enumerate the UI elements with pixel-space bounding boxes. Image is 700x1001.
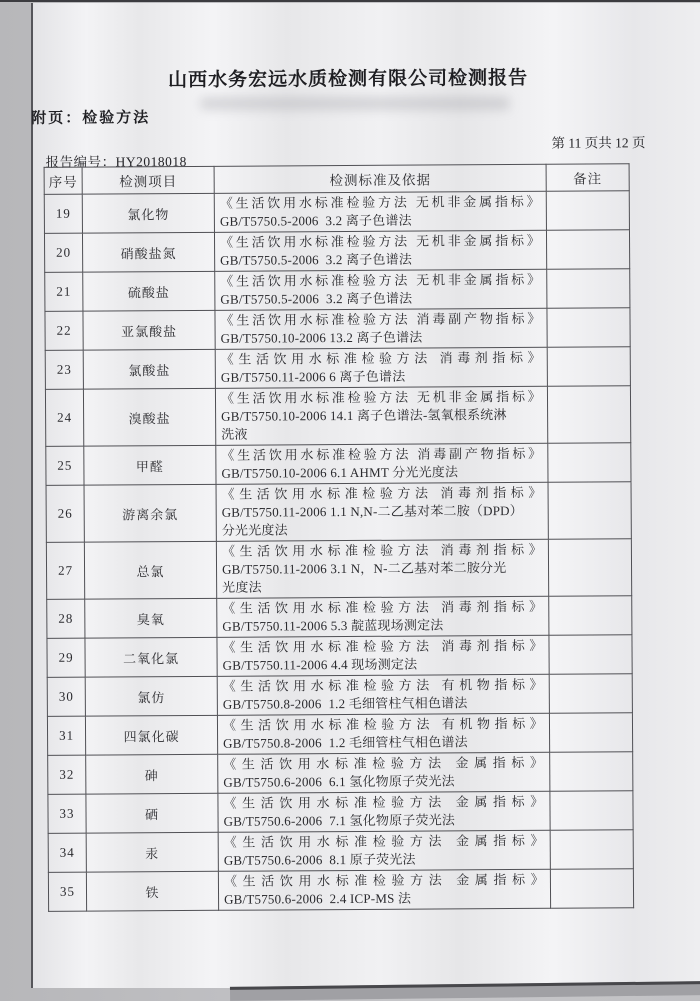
table-row [45, 269, 630, 312]
cell-item: 亚氯酸盐 [83, 310, 215, 350]
cell-item: 游离余氯 [84, 484, 216, 542]
cell-item: 总氯 [84, 541, 216, 599]
cell-item: 硝酸盐氮 [82, 232, 214, 272]
cell-remark [548, 539, 631, 597]
cell-item: 氯化物 [82, 193, 214, 233]
cell-remark [549, 674, 632, 714]
cell-standard [217, 635, 549, 676]
standard-method: GB/T5750.11-2006 3.1 N，N-二乙基对苯二胺分光 光度法 [221, 560, 507, 595]
page-title: 山西水务宏远水质检测有限公司检测报告 [167, 67, 529, 92]
cell-standard [216, 443, 548, 484]
standard-title: 《生活饮用水标准检验方法 消毒剂指标》 [221, 541, 543, 559]
standard-title: 《生活饮用水标准检验方法 无机非金属指标》 [219, 193, 541, 211]
cell-remark [547, 308, 630, 348]
standard-method: GB/T5750.11-2006 4.4 现场测定法 [222, 656, 418, 673]
cell-remark [546, 230, 629, 270]
header-item: 检测项目 [82, 166, 214, 194]
cell-remark [546, 191, 629, 231]
cell-standard [218, 869, 550, 910]
standard-method: GB/T5750.5-2006 3.2 离子色谱法 [219, 212, 412, 229]
cell-standard [217, 596, 549, 637]
table-row [45, 347, 630, 390]
table-row [48, 869, 633, 912]
table-row [48, 791, 633, 834]
methods-table-body [44, 191, 633, 912]
cell-item: 铁 [86, 871, 218, 911]
standard-method: GB/T5750.6-2006 8.1 原子荧光法 [223, 851, 416, 868]
table-row [47, 596, 632, 639]
attachment-subtitle: 附页：检验方法 [31, 109, 151, 127]
cell-remark [547, 269, 630, 309]
cell-item: 溴酸盐 [83, 388, 215, 446]
standard-method: GB/T5750.10-2006 13.2 离子色谱法 [220, 329, 423, 346]
cell-remark [549, 596, 632, 636]
table-row [47, 635, 632, 678]
cell-remark [549, 713, 632, 753]
table-row [48, 830, 633, 873]
cell-no: 34 [48, 833, 86, 872]
table-row [48, 752, 633, 795]
cell-no: 30 [47, 677, 85, 716]
methods-table [44, 163, 635, 912]
cell-no: 26 [46, 485, 84, 542]
table-header-row [44, 164, 629, 195]
cell-item: 二氧化氯 [85, 637, 217, 677]
cell-no: 27 [46, 542, 84, 599]
standard-method: GB/T5750.6-2006 2.4 ICP-MS 法 [224, 890, 412, 907]
cell-item: 四氯化碳 [85, 715, 217, 755]
cell-item: 汞 [86, 832, 218, 872]
standard-method: GB/T5750.10-2006 6.1 AHMT 分光光度法 [221, 464, 459, 481]
cell-item: 甲醛 [84, 445, 216, 485]
standard-title: 《生活饮用水标准检验方法 有机物指标》 [222, 676, 544, 694]
cell-no: 19 [44, 194, 82, 233]
header-standard: 检测标准及依据 [214, 164, 546, 193]
cell-standard [215, 347, 547, 388]
standard-title: 《生活饮用水标准检验方法 有机物指标》 [222, 715, 545, 733]
table-row [45, 386, 630, 447]
cell-standard [217, 713, 549, 754]
cell-standard [215, 308, 547, 349]
cell-standard [218, 830, 550, 871]
cell-item: 臭氧 [85, 598, 217, 638]
standard-title: 《生活饮用水标准检验方法 消毒剂指标》 [222, 637, 544, 655]
report-number-label: 报告编号： [45, 154, 116, 170]
standard-title: 《生活饮用水标准检验方法 消毒副产物指标》 [221, 445, 543, 463]
cell-remark [550, 791, 633, 831]
cell-item: 氯酸盐 [83, 349, 215, 389]
cell-remark [548, 482, 631, 540]
cell-no: 25 [46, 446, 84, 485]
table-row [44, 230, 629, 273]
cell-standard [216, 482, 548, 541]
cell-standard [214, 191, 546, 232]
cell-no: 29 [47, 638, 85, 677]
table-row [47, 713, 632, 756]
cell-no: 32 [48, 755, 86, 794]
standard-method: GB/T5750.11-2006 1.1 N,N-二乙基对苯二胺（DPD） 分光光度法 [221, 502, 523, 538]
cell-item: 硒 [86, 793, 218, 833]
standard-method: GB/T5750.11-2006 5.3 靛蓝现场测定法 [222, 617, 444, 634]
standard-title: 《生活饮用水标准检验方法 无机非金属指标》 [220, 388, 543, 406]
header-no: 序号 [44, 167, 82, 194]
standard-title: 《生活饮用水标准检验方法 无机非金属指标》 [220, 271, 542, 289]
cell-remark [549, 635, 632, 675]
cell-no: 23 [45, 350, 83, 389]
cell-standard [215, 269, 547, 310]
standard-method: GB/T5750.11-2006 6 离子色谱法 [220, 368, 406, 385]
table-row [44, 191, 629, 234]
cell-item: 硫酸盐 [83, 271, 215, 311]
cell-no: 33 [48, 794, 86, 833]
report-number-value: HY2018018 [115, 153, 187, 170]
cell-standard [215, 386, 547, 445]
cell-no: 35 [48, 872, 86, 911]
table-row [45, 308, 630, 351]
standard-title: 《生活饮用水标准检验方法 金属指标》 [223, 871, 545, 889]
standard-title: 《生活饮用水标准检验方法 金属指标》 [223, 832, 545, 850]
cell-remark [548, 443, 631, 483]
standard-title: 《生活饮用水标准检验方法 消毒剂指标》 [221, 484, 543, 502]
cell-no: 22 [45, 311, 83, 350]
standard-method: GB/T5750.5-2006 3.2 离子色谱法 [220, 251, 413, 268]
standard-method: GB/T5750.10-2006 14.1 离子色谱法-氢氧根系统淋 洗液 [221, 407, 507, 442]
table-row [46, 482, 631, 543]
cell-standard [218, 791, 550, 832]
cell-remark [547, 386, 630, 444]
cell-no: 20 [44, 233, 82, 272]
table-row [46, 539, 631, 600]
standard-title: 《生活饮用水标准检验方法 金属指标》 [223, 754, 545, 772]
standard-title: 《生活饮用水标准检验方法 消毒剂指标》 [222, 598, 544, 616]
standard-title: 《生活饮用水标准检验方法 无机非金属指标》 [219, 232, 542, 250]
standard-method: GB/T5750.8-2006 1.2 毛细管柱气相色谱法 [223, 734, 468, 751]
standard-method: GB/T5750.8-2006 1.2 毛细管柱气相色谱法 [222, 695, 468, 712]
standard-method: GB/T5750.6-2006 7.1 氢化物原子荧光法 [223, 812, 456, 829]
page-indicator: 第 11 页共 12 页 [551, 135, 646, 151]
cell-remark [550, 869, 633, 909]
standard-title: 《生活饮用水标准检验方法 消毒副产物指标》 [220, 310, 542, 328]
cell-no: 31 [47, 716, 85, 755]
cell-standard [216, 539, 548, 598]
cell-standard [217, 674, 549, 715]
table-row [46, 443, 631, 486]
cell-standard [214, 230, 546, 271]
header-remark: 备注 [546, 164, 629, 192]
cell-no: 24 [45, 389, 83, 446]
cell-no: 21 [45, 272, 83, 311]
standard-title: 《生活饮用水标准检验方法 金属指标》 [223, 793, 545, 811]
standard-title: 《生活饮用水标准检验方法 消毒剂指标》 [220, 349, 542, 367]
cell-remark [547, 347, 630, 387]
cell-standard [218, 752, 550, 793]
cell-item: 砷 [86, 754, 218, 794]
cell-remark [550, 752, 633, 792]
cell-item: 氯仿 [85, 676, 217, 716]
standard-method: GB/T5750.5-2006 3.2 离子色谱法 [220, 290, 413, 307]
cell-remark [550, 830, 633, 870]
table-row [47, 674, 632, 717]
cell-no: 28 [47, 599, 85, 638]
standard-method: GB/T5750.6-2006 6.1 氢化物原子荧光法 [223, 773, 455, 790]
